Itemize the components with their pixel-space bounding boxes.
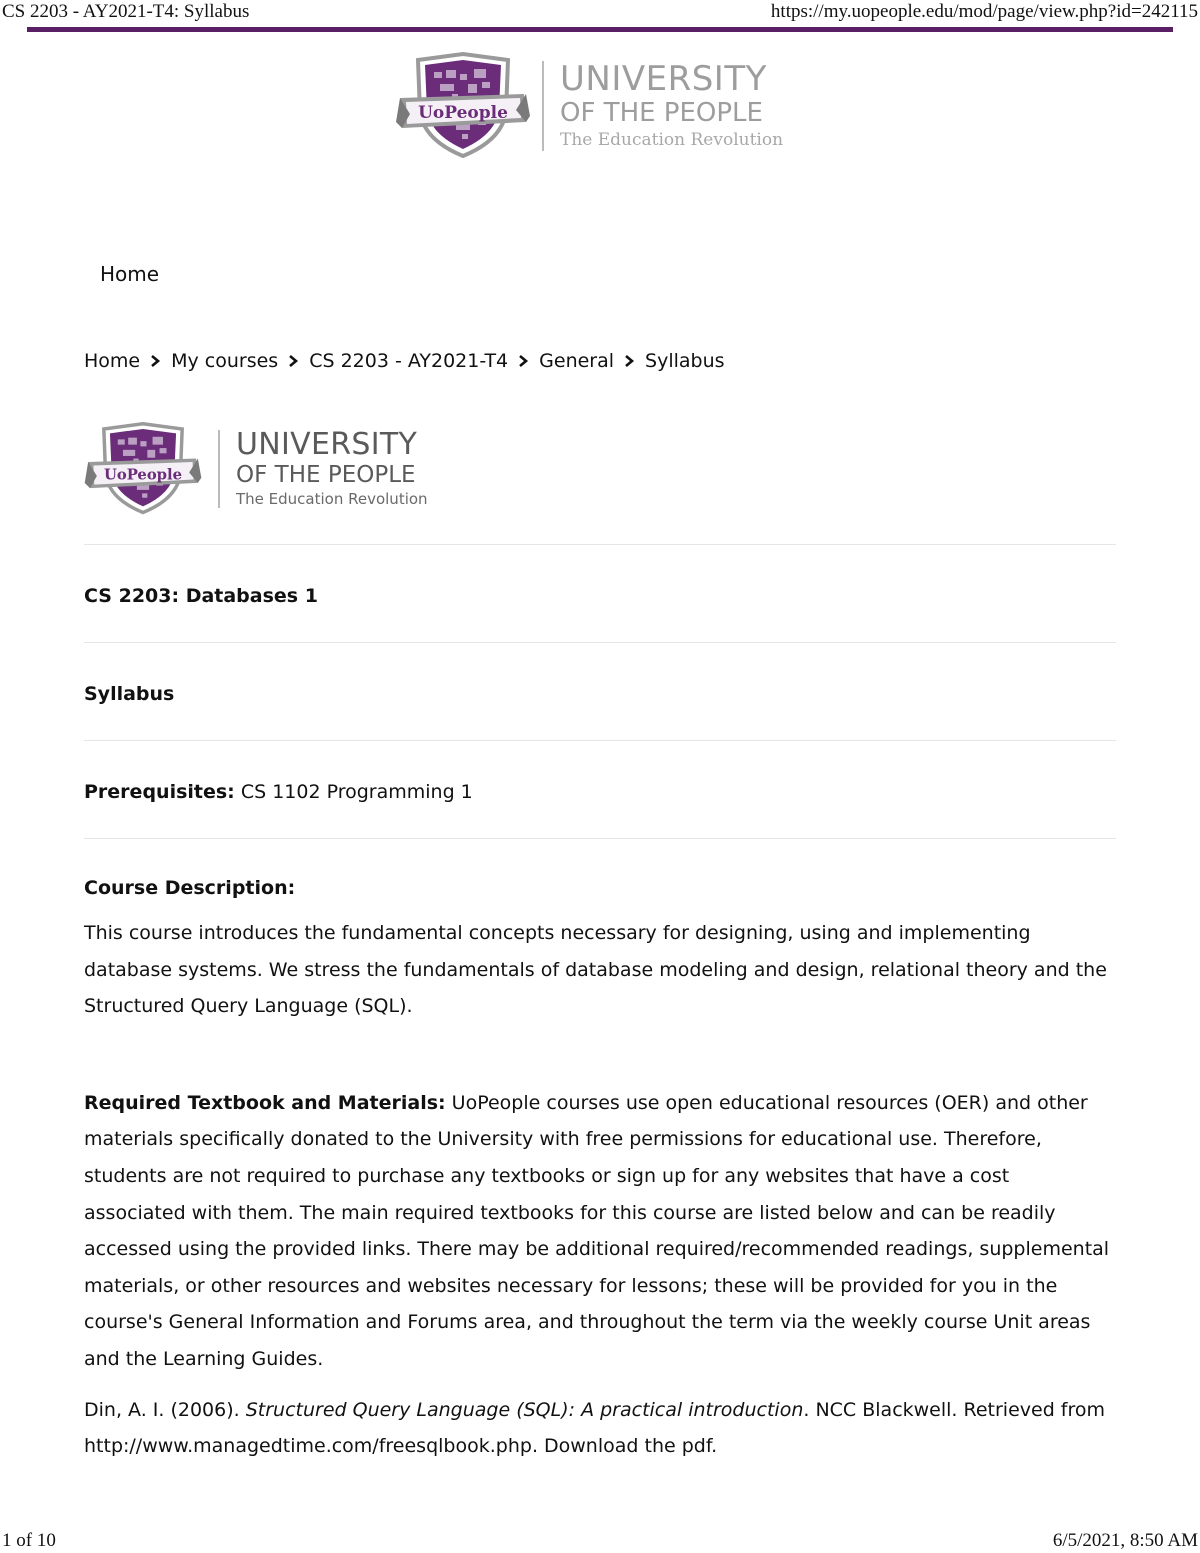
shield-logo-icon <box>396 52 530 160</box>
materials-label: Required Textbook and Materials: <box>84 1091 446 1114</box>
prerequisites <box>84 779 1116 805</box>
citation-suffix: . Download the pdf. <box>531 1435 718 1458</box>
doc-title-section <box>84 643 1116 740</box>
citation-prefix: Din, A. I. (2006). <box>84 1398 246 1421</box>
doc-title: Syllabus <box>84 683 175 705</box>
breadcrumb-item-course[interactable]: CS 2203 - AY2021-T4 <box>309 350 509 372</box>
nav-home-link[interactable]: Home <box>100 262 160 286</box>
logo-line-1: UNIVERSITY <box>560 59 767 99</box>
citation-title: Structured Query Language (SQL): A practical introduction <box>245 1398 804 1421</box>
description-text: This course introduces the fundamental concepts necessary for designing, using and implementing database systems. We stress the fundamentals of database modeling and design, relational theory and the Structured Query Language (SQL). <box>84 922 1107 1018</box>
site-logo[interactable] <box>396 52 783 160</box>
citation-mid: . NCC Blackwell. Retrieved from <box>803 1398 1106 1421</box>
logo-line-2: OF THE PEOPLE <box>560 98 763 128</box>
citation <box>84 1392 1116 1465</box>
print-page-title: CS 2203 - AY2021-T4: Syllabus <box>2 1 250 22</box>
materials-text <box>84 1085 1116 1378</box>
prerequisites-section <box>84 741 1116 838</box>
description-section <box>84 839 1116 1025</box>
logo-badge-text: UoPeople <box>418 103 508 123</box>
chevron-right-icon <box>623 355 635 367</box>
logo-line-2: OF THE PEOPLE <box>236 462 416 488</box>
course-title-section <box>84 545 1116 642</box>
course-title: CS 2203: Databases 1 <box>84 585 318 607</box>
logo-divider <box>542 61 544 151</box>
content-logo <box>84 422 428 516</box>
prerequisites-value: CS 1102 Programming 1 <box>234 781 473 803</box>
syllabus-content <box>84 544 1116 1465</box>
logo-wordmark <box>560 60 783 152</box>
logo-divider <box>218 430 220 508</box>
print-header <box>0 0 1200 24</box>
logo-wordmark <box>236 429 428 509</box>
breadcrumb <box>84 350 725 372</box>
print-page-url: https://my.uopeople.edu/mod/page/view.php?id=242115 <box>770 1 1198 22</box>
print-datetime: 6/5/2021, 8:50 AM <box>1052 1530 1198 1551</box>
breadcrumb-item-home[interactable]: Home <box>84 350 141 372</box>
logo-badge-text: UoPeople <box>103 466 183 484</box>
logo-line-3: The Education Revolution <box>236 490 428 508</box>
logo-line-3: The Education Revolution <box>560 130 784 150</box>
breadcrumb-item-general[interactable]: General <box>539 350 615 372</box>
chevron-right-icon <box>149 355 161 367</box>
breadcrumb-item-my-courses[interactable]: My courses <box>171 350 279 372</box>
materials-body: UoPeople courses use open educational resources (OER) and other materials specifically donated to the University with free permissions for educational use. Therefore, students are not required to purchase any textbooks or sign up for any websites that have a cost associated with them. The main required textbooks for this course are listed below and can be readily accessed using the provided links. There may be additional required/recommended readings, supplemental materials, or other resources and websites necessary for lessons; these will be provided for you in the course's General Information and Forums area, and throughout the term via the weekly course Unit areas and the Learning Guides. <box>84 1091 1110 1370</box>
citation-link[interactable]: http://www.managedtime.com/freesqlbook.php <box>84 1435 532 1458</box>
breadcrumb-item-syllabus[interactable]: Syllabus <box>645 350 725 372</box>
accent-bar <box>27 27 1173 32</box>
materials-section <box>84 1025 1116 1465</box>
page-counter: 1 of 10 <box>2 1530 56 1551</box>
shield-logo-icon <box>84 422 202 516</box>
prerequisites-label: Prerequisites: <box>84 781 235 803</box>
chevron-right-icon <box>287 355 299 367</box>
description-heading: Course Description: <box>84 877 296 899</box>
logo-line-1: UNIVERSITY <box>236 427 418 462</box>
chevron-right-icon <box>517 355 529 367</box>
